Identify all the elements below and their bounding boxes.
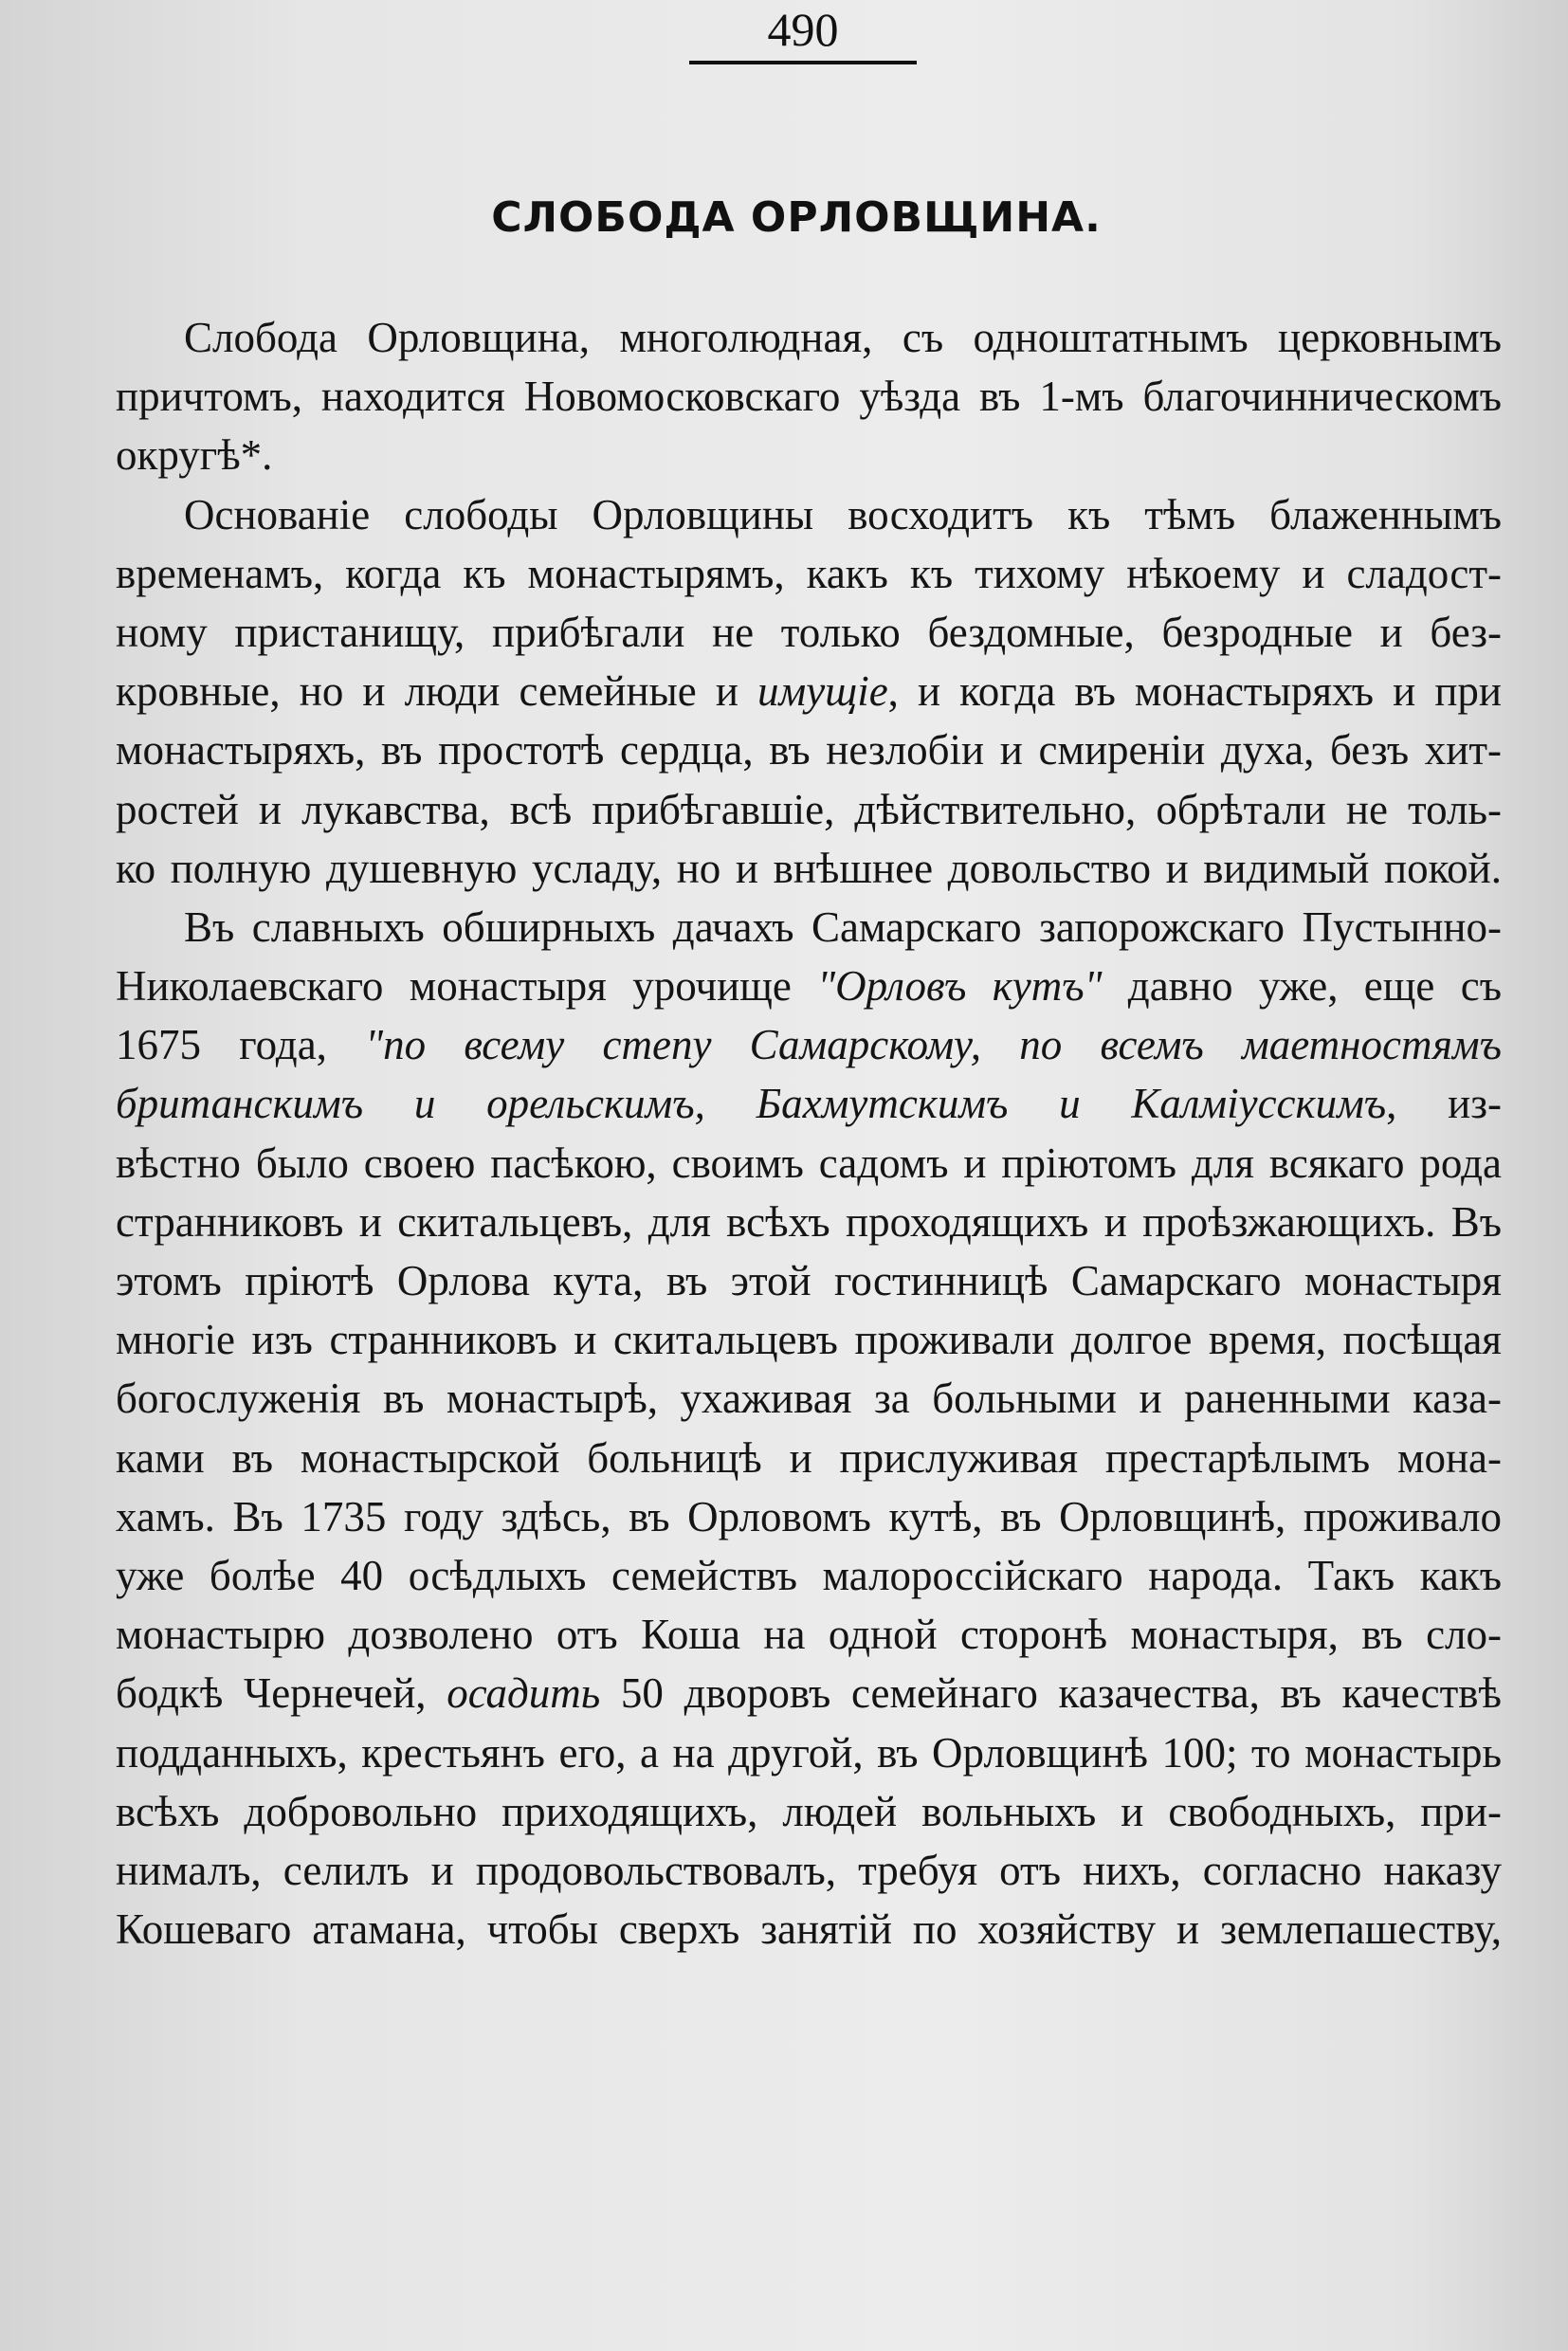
text-line: Кошеваго атамана, чтобы сверхъ занятій по хозяйству и землепашеству, <box>116 1905 1502 1954</box>
page-number-rule <box>689 61 917 64</box>
text-line: ками въ монастырской больницѣ и прислуживая престарѣлымъ мона- <box>116 1433 1502 1482</box>
text-segment: 50 дворовъ семейнаго казачества, въ качествѣ <box>600 1669 1502 1718</box>
page-number: 490 <box>767 3 839 56</box>
text-segment: , и когда въ монастыряхъ и при <box>887 667 1503 716</box>
text-line <box>116 1074 1502 1133</box>
italic-text: британскимъ и орельскимъ, Бахмутскимъ и Калміусскимъ <box>116 1080 1387 1128</box>
text-line: Слобода Орловщина, многолюдная, съ одноштатнымъ церковнымъ <box>184 314 1502 361</box>
text-line: причтомъ, находится Новомосковскаго уѣзда въ 1-мъ благочинническомъ <box>116 373 1502 421</box>
italic-text: "по всему степу Самарскому, по всемъ маетностямъ <box>365 1021 1502 1069</box>
text-line: Основаніе слободы Орловщины восходитъ къ тѣмъ блаженнымъ <box>184 490 1502 538</box>
text-line <box>116 1664 1502 1722</box>
italic-text: "Орловъ кутъ" <box>817 962 1103 1011</box>
text-line: этомъ пріютѣ Орлова кута, въ этой гостинницѣ Самарскаго монастыря <box>116 1257 1502 1304</box>
text-line: многіе изъ странниковъ и скитальцевъ проживали долгое время, посѣщая <box>116 1316 1502 1364</box>
text-segment: 1675 года, <box>116 1021 366 1069</box>
text-line: уже болѣе 40 осѣдлыхъ семействъ малороссійскаго народа. Такъ какъ <box>116 1551 1502 1599</box>
text-line: хамъ. Въ 1735 году здѣсь, въ Орловомъ кутѣ, въ Орловщинѣ, проживало <box>116 1492 1502 1540</box>
text-line: монастыряхъ, въ простотѣ сердца, въ незлобіи и смиреніи духа, безъ хит- <box>116 726 1502 775</box>
italic-text: имущіе <box>757 667 888 716</box>
text-segment: , из- <box>1386 1080 1503 1128</box>
text-segment: Николаевскаго монастыря урочище <box>116 962 818 1011</box>
text-line: всѣхъ добровольно приходящихъ, людей вольныхъ и свободныхъ, при- <box>116 1787 1502 1835</box>
text-line: вѣстно было своею пасѣкою, своимъ садомъ и пріютомъ для всякаго рода <box>116 1139 1502 1187</box>
text-line: ко полную душевную усладу, но и внѣшнее довольство и видимый покой. <box>116 844 1502 892</box>
body-text <box>116 308 1502 1959</box>
text-line: временамъ, когда къ монастырямъ, какъ къ тихому нѣкоему и сладост- <box>116 549 1502 597</box>
text-line: странниковъ и скитальцевъ, для всѣхъ проходящихъ и проѣзжающихъ. Въ <box>116 1197 1502 1246</box>
text-line <box>116 957 1502 1015</box>
text-segment: бодкѣ Чернечей, <box>116 1669 447 1718</box>
text-line: Въ славныхъ обширныхъ дачахъ Самарскаго запорожскаго Пустынно- <box>184 902 1502 951</box>
text-line: нималъ, селилъ и продовольствовалъ, требуя отъ нихъ, согласно наказу <box>116 1846 1502 1894</box>
text-line: ному пристанищу, прибѣгали не только бездомные, безродные и без- <box>116 608 1502 656</box>
text-segment: кровные, но и люди семейные и <box>116 667 758 716</box>
text-line: богослуженія въ монастырѣ, ухаживая за больными и раненными каза- <box>116 1375 1502 1423</box>
text-line <box>116 662 1502 720</box>
text-line: монастырю дозволено отъ Коша на одной сторонѣ монастыря, въ сло- <box>116 1611 1502 1659</box>
italic-text: осадить <box>447 1669 601 1718</box>
page-title: СЛОБОДА ОРЛОВЩИНА. <box>491 193 1102 242</box>
text-segment: давно уже, еще съ <box>1102 962 1502 1011</box>
text-line: ростей и лукавства, всѣ прибѣгавшіе, дѣйствительно, обрѣтали не толь- <box>116 785 1502 833</box>
text-line <box>116 1015 1502 1074</box>
text-line: округѣ*. <box>116 431 273 480</box>
text-line: подданныхъ, крестьянъ его, а на другой, въ Орловщинѣ 100; то монастырь <box>116 1728 1502 1777</box>
